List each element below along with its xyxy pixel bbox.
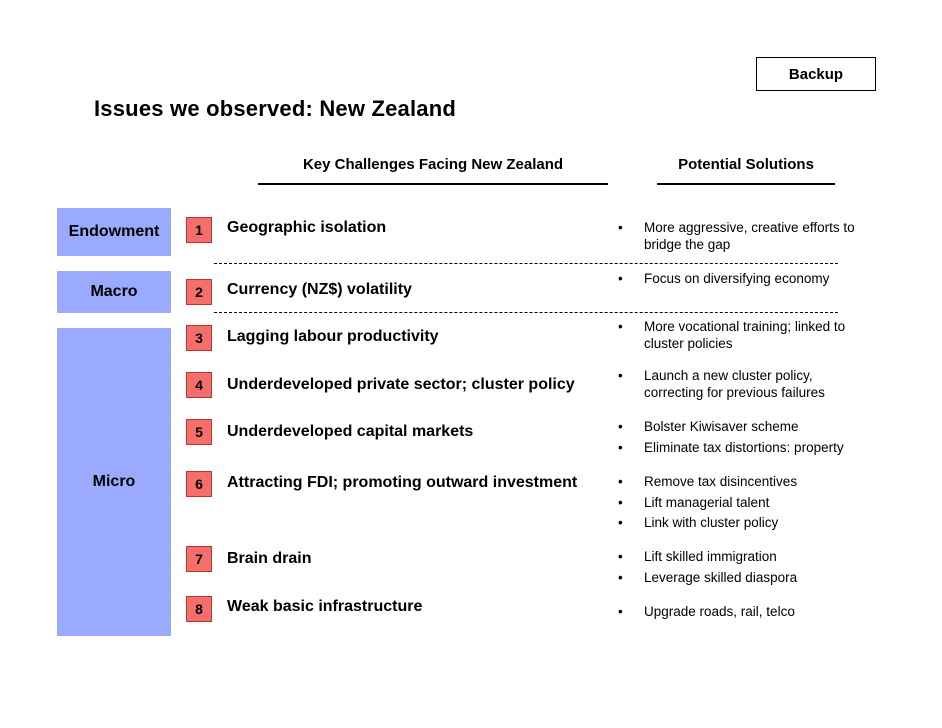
solution-text: Upgrade roads, rail, telco (644, 604, 795, 619)
challenge-text: Attracting FDI; promoting outward investment (227, 474, 578, 491)
challenge-text: Brain drain (227, 550, 312, 567)
backup-badge: Backup (756, 57, 876, 91)
solution-item (618, 494, 769, 511)
bullet-icon: • (618, 549, 623, 564)
challenge-number: 7 (186, 546, 212, 572)
bullet-icon: • (618, 515, 623, 530)
challenge-number: 4 (186, 372, 212, 398)
challenge-number: 2 (186, 279, 212, 305)
solution-item (618, 219, 855, 253)
solutions-header: Potential Solutions (678, 156, 814, 173)
bullet-icon: • (618, 271, 623, 286)
solution-text: More aggressive, creative efforts to bridge the gap (644, 220, 855, 252)
challenge-number: 3 (186, 325, 212, 351)
bullet-icon: • (618, 368, 623, 383)
challenge-text: Weak basic infrastructure (227, 598, 423, 615)
challenge-number: 8 (186, 596, 212, 622)
solution-item (618, 367, 825, 401)
challenge-text: Underdeveloped private sector; cluster policy (227, 376, 575, 393)
solution-item (618, 270, 829, 287)
solution-item (618, 569, 797, 586)
solution-item (618, 473, 797, 490)
challenge-text: Lagging labour productivity (227, 328, 439, 345)
solution-text: Eliminate tax distortions: property (644, 440, 844, 455)
solution-item (618, 514, 778, 531)
bullet-icon: • (618, 319, 623, 334)
challenge-number: 5 (186, 419, 212, 445)
bullet-icon: • (618, 570, 623, 585)
solution-item (618, 548, 777, 565)
solution-text: Remove tax disincentives (644, 474, 798, 489)
challenges-header-rule (258, 183, 608, 185)
bullet-icon: • (618, 495, 623, 510)
solution-item (618, 418, 799, 435)
bullet-icon: • (618, 474, 623, 489)
solution-text: Focus on diversifying economy (644, 271, 830, 286)
solution-text: Lift skilled immigration (644, 549, 777, 564)
challenge-text: Geographic isolation (227, 219, 387, 236)
row-divider (214, 312, 838, 313)
solution-item (618, 318, 845, 352)
solution-text: Bolster Kiwisaver scheme (644, 419, 799, 434)
solution-text: More vocational training; linked to cluster policies (644, 319, 846, 351)
category-endowment: Endowment (57, 208, 171, 256)
page-title: Issues we observed: New Zealand (94, 96, 457, 121)
solution-text: Lift managerial talent (644, 495, 770, 510)
solution-text: Leverage skilled diaspora (644, 570, 798, 585)
bullet-icon: • (618, 440, 623, 455)
row-divider (214, 263, 838, 264)
challenges-header: Key Challenges Facing New Zealand (302, 156, 564, 173)
category-micro: Micro (57, 328, 171, 636)
challenge-number: 6 (186, 471, 212, 497)
solution-item (618, 603, 795, 620)
category-macro: Macro (57, 271, 171, 313)
challenge-text: Underdeveloped capital markets (227, 423, 474, 440)
bullet-icon: • (618, 604, 623, 619)
solution-text: Link with cluster policy (644, 515, 779, 530)
solutions-header-rule (657, 183, 835, 185)
challenge-text: Currency (NZ$) volatility (227, 281, 412, 298)
bullet-icon: • (618, 220, 623, 235)
bullet-icon: • (618, 419, 623, 434)
solution-item (618, 439, 844, 456)
solution-text: Launch a new cluster policy, correcting for previous failures (644, 368, 825, 400)
challenge-number: 1 (186, 217, 212, 243)
